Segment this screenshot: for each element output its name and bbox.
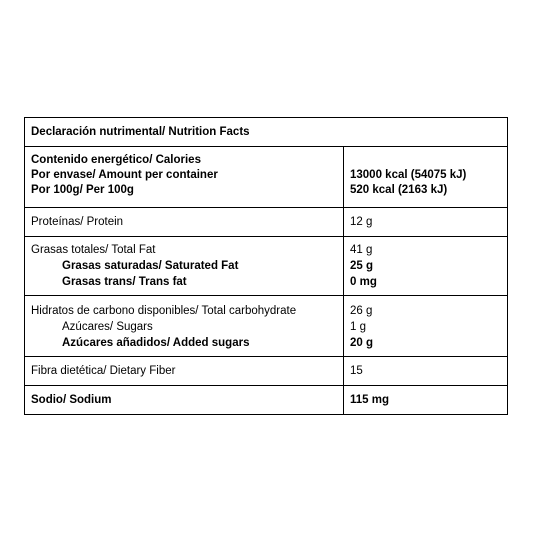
energy-row (25, 146, 507, 207)
carbohydrate-label-cell (25, 296, 343, 356)
protein-label-cell (25, 208, 343, 236)
per-container-label: Por envase/ Amount per container (31, 169, 218, 181)
fiber-row (25, 356, 507, 385)
energy-label: Contenido energético/ Calories (31, 154, 201, 166)
carbohydrate-label: Hidratos de carbono disponibles/ Total carbohydrate (31, 305, 297, 317)
per-container-value: 13000 kcal (54075 kJ) (350, 169, 467, 181)
carbohydrate-row (25, 295, 507, 356)
fiber-label-cell (25, 357, 343, 385)
fat-row (25, 236, 507, 295)
added-sugars-label: Azúcares añadidos/ Added sugars (62, 337, 250, 349)
sodium-value-cell (343, 386, 507, 414)
fat-label-cell (25, 237, 343, 295)
sugars-value: 1 g (350, 321, 366, 333)
table-title: Declaración nutrimental/ Nutrition Facts (31, 126, 250, 138)
added-sugars-value: 20 g (350, 337, 374, 349)
energy-label-cell (25, 147, 343, 207)
saturated-fat-label: Grasas saturadas/ Saturated Fat (62, 260, 239, 272)
per-100g-value: 520 kcal (2163 kJ) (350, 184, 448, 196)
nutrition-facts-table (24, 117, 508, 415)
sodium-row (25, 385, 507, 414)
carbohydrate-value: 26 g (350, 305, 373, 317)
fat-value-cell (343, 237, 507, 295)
title-row (25, 118, 507, 146)
trans-fat-value: 0 mg (350, 276, 377, 288)
fiber-value-cell (343, 357, 507, 385)
sugars-label: Azúcares/ Sugars (62, 321, 153, 333)
protein-value-cell (343, 208, 507, 236)
total-fat-label: Grasas totales/ Total Fat (31, 244, 156, 256)
sodium-label-cell (25, 386, 343, 414)
protein-label: Proteínas/ Protein (31, 216, 124, 228)
sodium-label: Sodio/ Sodium (31, 394, 112, 406)
trans-fat-label: Grasas trans/ Trans fat (62, 276, 187, 288)
carbohydrate-value-cell (343, 296, 507, 356)
energy-value-cell (343, 147, 507, 207)
protein-row (25, 207, 507, 236)
saturated-fat-value: 25 g (350, 260, 374, 272)
per-100g-label: Por 100g/ Per 100g (31, 184, 134, 196)
fiber-value: 15 (350, 365, 363, 377)
fiber-label: Fibra dietética/ Dietary Fiber (31, 365, 176, 377)
protein-value: 12 g (350, 216, 373, 228)
sodium-value: 115 mg (350, 394, 389, 406)
total-fat-value: 41 g (350, 244, 373, 256)
